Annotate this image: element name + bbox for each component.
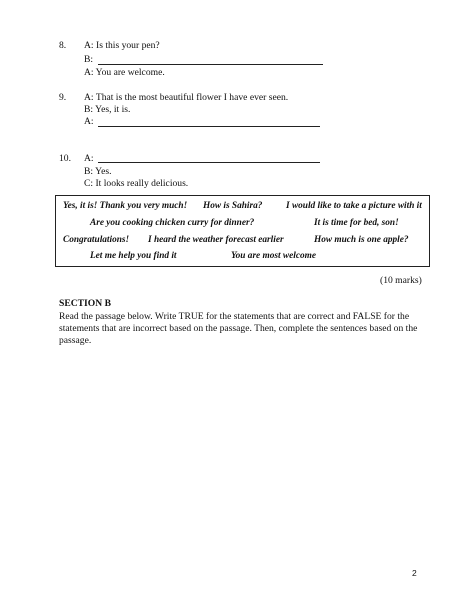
question-8-line-c xyxy=(84,67,165,78)
question-10-number: 10. xyxy=(59,153,71,164)
question-10-line-a xyxy=(84,153,94,164)
speaker-label: B: xyxy=(84,54,94,65)
question-9-line-a xyxy=(84,92,288,103)
question-8-number: 8. xyxy=(59,40,67,51)
speaker-label: B: xyxy=(84,104,94,115)
option-1: Yes, it is! Thank you very much! xyxy=(63,201,188,211)
speaker-label: A: xyxy=(84,116,94,127)
option-4: Are you cooking chicken curry for dinner? xyxy=(90,218,255,228)
section-b-instructions-line-1: Read the passage below. Write TRUE for the statements that are correct and FALSE for the xyxy=(59,311,410,322)
page-number: 2 xyxy=(412,568,417,578)
dialogue-text: Yes, it is. xyxy=(95,104,131,115)
speaker-label: C: xyxy=(84,178,94,189)
speaker-label: B: xyxy=(84,166,94,177)
dialogue-text: Yes. xyxy=(95,166,112,177)
dialogue-text: Is this your pen? xyxy=(96,40,160,51)
dialogue-text: That is the most beautiful flower I have ever seen. xyxy=(95,92,289,103)
option-8: How much is one apple? xyxy=(314,235,409,245)
question-10-line-b xyxy=(84,166,111,177)
section-b-instructions-line-2: statements that are incorrect based on the passage. Then, complete the sentences based on the xyxy=(59,323,418,334)
question-8-line-a xyxy=(84,40,160,51)
option-9: Let me help you find it xyxy=(90,251,177,261)
option-3: I would like to take a picture with it xyxy=(286,201,422,211)
speaker-label: A: xyxy=(84,153,94,164)
speaker-label: A: xyxy=(84,40,94,51)
dialogue-text: It looks really delicious. xyxy=(95,178,189,189)
question-9-line-c xyxy=(84,116,94,127)
speaker-label: A: xyxy=(84,67,94,78)
option-7: I heard the weather forecast earlier xyxy=(148,235,284,245)
answer-blank-8[interactable] xyxy=(98,64,323,65)
question-9-line-b xyxy=(84,104,130,115)
dialogue-text: You are welcome. xyxy=(95,67,165,78)
option-5: It is time for bed, son! xyxy=(314,218,399,228)
section-b-instructions-line-3: passage. xyxy=(59,335,92,346)
marks-label: (10 marks) xyxy=(380,275,422,286)
question-8-line-b xyxy=(84,54,93,65)
option-10: You are most welcome xyxy=(231,251,316,261)
speaker-label: A: xyxy=(84,92,94,103)
answer-blank-9[interactable] xyxy=(98,126,320,127)
section-b-title: SECTION B xyxy=(59,298,111,309)
question-10-line-c xyxy=(84,178,188,189)
answer-blank-10[interactable] xyxy=(98,162,320,163)
question-9-number: 9. xyxy=(59,92,67,103)
option-6: Congratulations! xyxy=(63,235,130,245)
option-2: How is Sahira? xyxy=(203,201,263,211)
